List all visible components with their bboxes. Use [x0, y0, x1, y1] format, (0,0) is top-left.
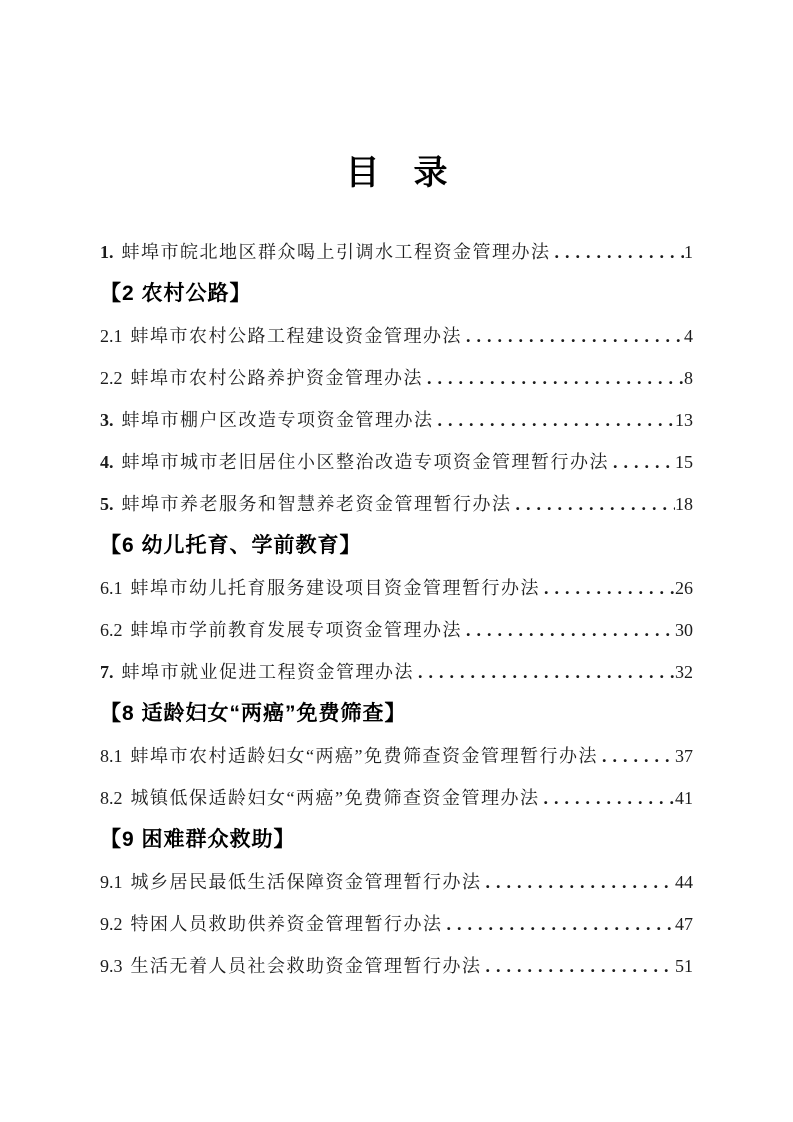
section-title: 【9 困难群众救助】 [100, 828, 296, 851]
page-number: 32 [675, 662, 693, 682]
leader-dots [482, 945, 676, 987]
leader-dots [462, 609, 675, 651]
entry-title: 蚌埠市皖北地区群众喝上引调水工程资金管理办法 [121, 242, 551, 262]
page-number: 37 [675, 746, 693, 766]
toc-entry [100, 861, 693, 903]
entry-number: 8.2 [100, 788, 123, 808]
toc-entry [100, 357, 693, 399]
leader-dots [434, 399, 676, 441]
entry-title: 蚌埠市农村公路养护资金管理办法 [130, 368, 423, 388]
entry-number: 6.2 [100, 620, 123, 640]
toc-entry [100, 567, 693, 609]
leader-dots [551, 231, 685, 273]
leader-dots [462, 315, 684, 357]
page-number: 18 [675, 494, 693, 514]
entry-number: 7. [100, 662, 114, 682]
entry-title: 城镇低保适龄妇女“两癌”免费筛查资金管理办法 [130, 788, 540, 808]
entry-number: 5. [100, 494, 114, 514]
page-number: 47 [675, 914, 693, 934]
entry-number: 9.2 [100, 914, 123, 934]
section-title: 【8 适龄妇女“两癌”免费筛查】 [100, 702, 407, 725]
entry-title: 蚌埠市农村适龄妇女“两癌”免费筛查资金管理暂行办法 [130, 746, 598, 766]
leader-dots [414, 651, 675, 693]
toc-entry [100, 945, 693, 987]
entry-title: 特困人员救助供养资金管理暂行办法 [130, 914, 443, 934]
toc-entry [100, 315, 693, 357]
toc-section-header [100, 273, 693, 315]
toc-entry [100, 651, 693, 693]
entry-number: 2.2 [100, 368, 123, 388]
entry-title: 城乡居民最低生活保障资金管理暂行办法 [130, 872, 482, 892]
toc-section-header [100, 525, 693, 567]
page-title: 目 录 [345, 154, 448, 192]
toc-entry [100, 441, 693, 483]
section-title: 【2 农村公路】 [100, 282, 252, 305]
leader-dots [482, 861, 676, 903]
toc-entry [100, 399, 693, 441]
toc-entry [100, 735, 693, 777]
page-number: 1 [684, 242, 693, 262]
page-number: 41 [675, 788, 693, 808]
page-number: 8 [684, 368, 693, 388]
entry-number: 4. [100, 452, 114, 472]
entry-number: 6.1 [100, 578, 123, 598]
entry-number: 3. [100, 410, 114, 430]
page-number: 15 [675, 452, 693, 472]
toc-entry [100, 483, 693, 525]
page-number: 4 [684, 326, 693, 346]
leader-dots [539, 777, 675, 819]
toc-section-header [100, 693, 693, 735]
entry-number: 9.3 [100, 956, 123, 976]
entry-title: 蚌埠市棚户区改造专项资金管理办法 [121, 410, 434, 430]
entry-title: 蚌埠市学前教育发展专项资金管理办法 [130, 620, 462, 640]
leader-dots [443, 903, 676, 945]
entry-title: 蚌埠市就业促进工程资金管理办法 [121, 662, 414, 682]
entry-title: 蚌埠市养老服务和智慧养老资金管理暂行办法 [121, 494, 512, 514]
entry-number: 1. [100, 242, 114, 262]
entry-number: 2.1 [100, 326, 123, 346]
section-title: 【6 幼儿托育、学前教育】 [100, 534, 362, 557]
entry-title: 蚌埠市幼儿托育服务建设项目资金管理暂行办法 [130, 578, 540, 598]
entry-title: 生活无着人员社会救助资金管理暂行办法 [130, 956, 482, 976]
page-number: 44 [675, 872, 693, 892]
page-number: 30 [675, 620, 693, 640]
leader-dots [540, 567, 675, 609]
toc-entry [100, 903, 693, 945]
entry-title: 蚌埠市农村公路工程建设资金管理办法 [130, 326, 462, 346]
leader-dots [609, 441, 675, 483]
toc-list [0, 231, 793, 987]
leader-dots [598, 735, 675, 777]
entry-number: 9.1 [100, 872, 123, 892]
page-number: 13 [675, 410, 693, 430]
entry-title: 蚌埠市城市老旧居住小区整治改造专项资金管理暂行办法 [121, 452, 609, 472]
toc-section-header [100, 819, 693, 861]
toc-entry [100, 609, 693, 651]
page-number: 26 [675, 578, 693, 598]
leader-dots [423, 357, 684, 399]
toc-entry [100, 231, 693, 273]
entry-number: 8.1 [100, 746, 123, 766]
toc-entry [100, 777, 693, 819]
leader-dots [512, 483, 676, 525]
page-number: 51 [675, 956, 693, 976]
